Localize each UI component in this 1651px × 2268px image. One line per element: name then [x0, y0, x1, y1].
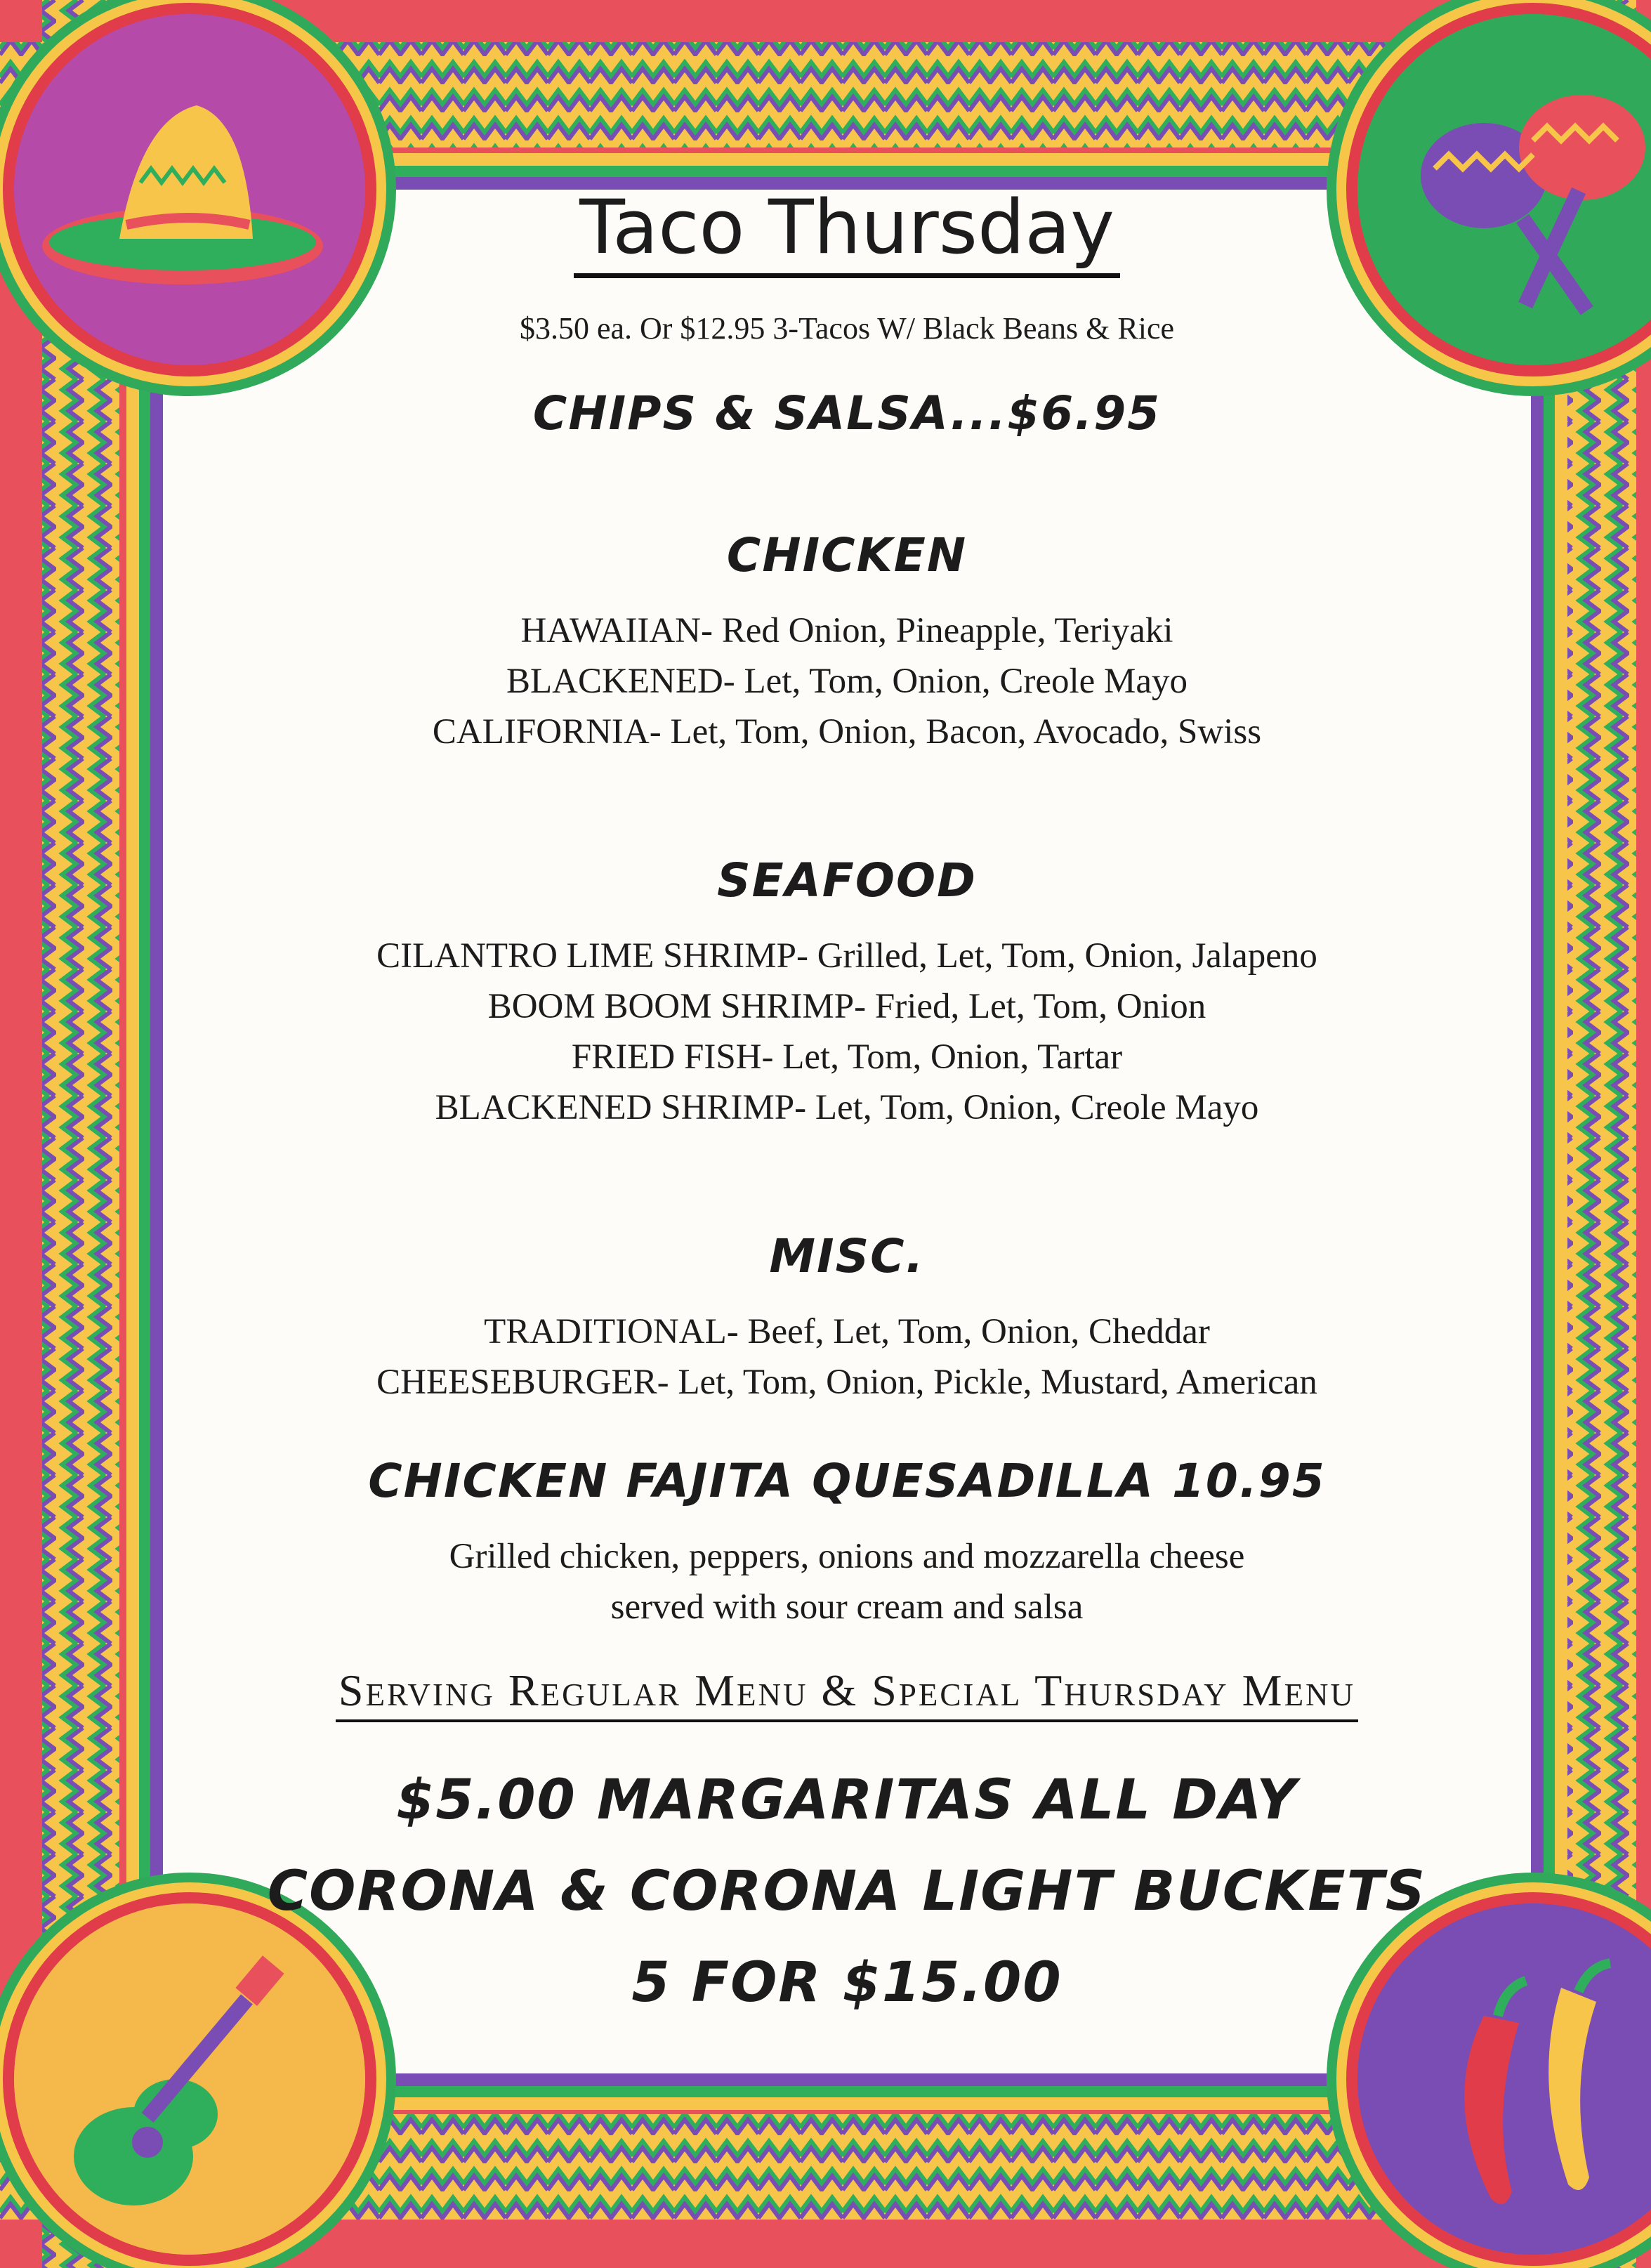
drink-special: 5 FOR $15.00 [631, 1951, 1063, 2014]
menu-title-wrap [163, 184, 1531, 271]
serving-note-wrap [163, 1665, 1531, 1717]
chicken-items [163, 605, 1531, 757]
menu-item: BLACKENED- Let, Tom, Onion, Creole Mayo [506, 662, 1188, 701]
menu-item: CALIFORNIA- Let, Tom, Onion, Bacon, Avocado, Swiss [432, 712, 1262, 752]
menu-item: FRIED FISH- Let, Tom, Onion, Tartar [571, 1037, 1123, 1077]
drink-special: CORONA & CORONA LIGHT BUCKETS [267, 1860, 1427, 1923]
quesadilla-heading: CHICKEN FAJITA QUESADILLA 10.95 [368, 1454, 1326, 1508]
menu-item: BLACKENED SHRIMP- Let, Tom, Onion, Creole Mayo [435, 1088, 1259, 1127]
section-heading-misc: MISC. [769, 1229, 925, 1283]
drink-special: $5.00 MARGARITAS ALL DAY [396, 1769, 1298, 1832]
taco-pricing: $3.50 ea. Or $12.95 3-Tacos W/ Black Beans & Rice [519, 311, 1175, 346]
menu-item: BOOM BOOM SHRIMP- Fried, Let, Tom, Onion [487, 987, 1206, 1026]
quesadilla-description [163, 1531, 1531, 1632]
chips-salsa-price: CHIPS & SALSA...$6.95 [532, 386, 1162, 440]
serving-note: Serving Regular Menu & Special Thursday Menu [336, 1665, 1358, 1722]
menu-item: CHEESEBURGER- Let, Tom, Onion, Pickle, Mustard, American [376, 1363, 1317, 1402]
section-heading-chicken: CHICKEN [726, 528, 968, 582]
seafood-items [163, 931, 1531, 1133]
misc-items [163, 1306, 1531, 1408]
section-heading-seafood: SEAFOOD [717, 853, 977, 907]
menu-item: HAWAIIAN- Red Onion, Pineapple, Teriyaki [520, 611, 1173, 650]
menu-item: CILANTRO LIME SHRIMP- Grilled, Let, Tom, Onion, Jalapeno [376, 936, 1317, 976]
menu-title: Taco Thursday [574, 184, 1120, 278]
menu-item: TRADITIONAL- Beef, Let, Tom, Onion, Cheddar [484, 1312, 1210, 1351]
description-line: served with sour cream and salsa [610, 1587, 1084, 1627]
description-line: Grilled chicken, peppers, onions and mozzarella cheese [449, 1537, 1245, 1576]
